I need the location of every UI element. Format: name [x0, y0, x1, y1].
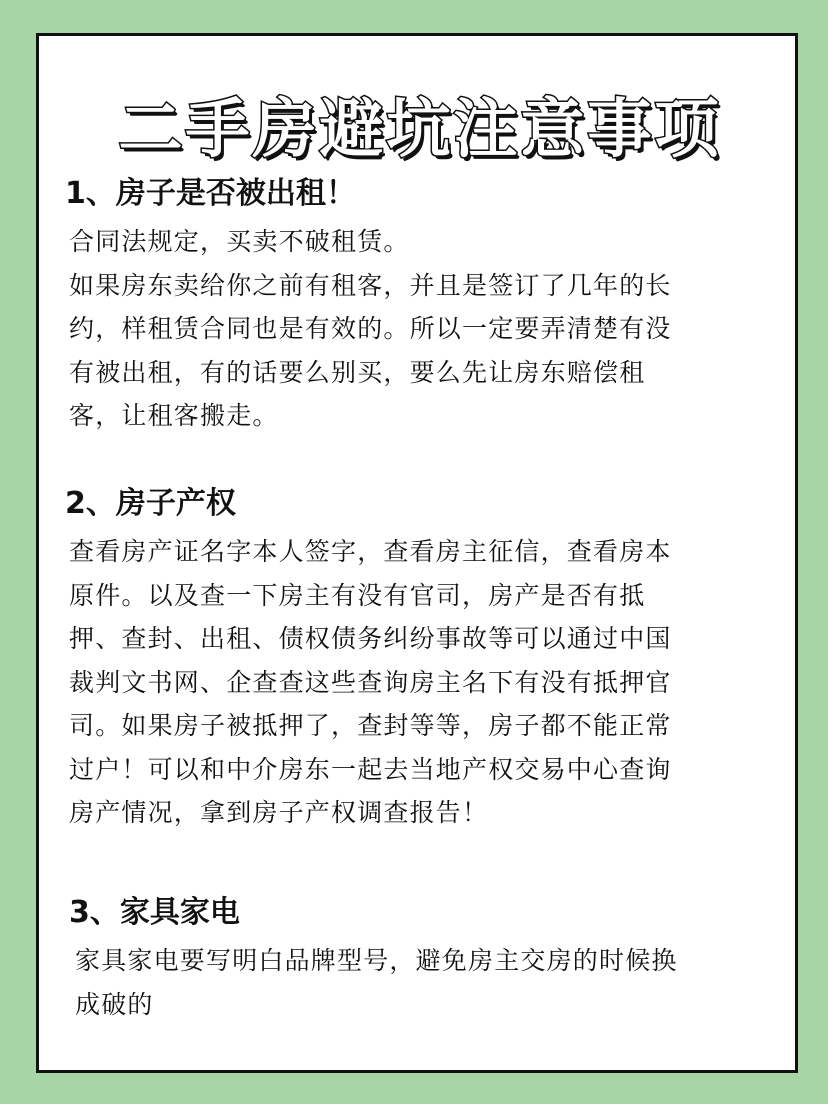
section-body: [69, 220, 785, 438]
body-line: 房产情况，拿到房子产权调查报告！: [69, 798, 489, 827]
section-rental: [65, 174, 785, 438]
body-line: 裁判文书网、企查查这些查询房主名下有没有抵押官: [69, 667, 672, 697]
section-property-rights: [65, 484, 785, 835]
body-line: 押、查封、出租、债权债务纠纷事故等可以通过中国: [69, 624, 672, 653]
body-line: 客，让租客搬走。: [69, 401, 279, 430]
body-line: 查看房产证名字本人签字，查看房主征信，查看房本: [69, 537, 672, 566]
content-card: [36, 33, 798, 1073]
body-line: 司。如果房子被抵押了，查封等等，房子都不能正常: [69, 711, 672, 740]
section-heading: 2、房子产权: [65, 486, 236, 521]
body-line: 如果房东卖给你之前有租客，并且是签订了几年的长: [69, 270, 672, 300]
body-line: 成破的: [75, 989, 154, 1019]
body-line: 原件。以及查一下房主有没有官司，房产是否有抵: [69, 580, 646, 610]
body-line: 有被出租，有的话要么别买，要么先让房东赔偿租: [69, 357, 646, 387]
section-heading: 1、房子是否被出租！: [65, 176, 356, 211]
section-heading: 3、家具家电: [69, 895, 240, 930]
body-line: 家具家电要写明白品牌型号，避免房主交房的时候换: [75, 946, 678, 975]
section-furniture-appliances: [69, 893, 789, 1026]
body-line: 约，样租赁合同也是有效的。所以一定要弄清楚有没: [69, 314, 672, 343]
section-body: [69, 530, 785, 835]
section-body: [75, 939, 789, 1026]
page-title: 二手房避坑注意事项: [118, 93, 722, 167]
body-line: 合同法规定，买卖不破租赁。: [69, 227, 410, 256]
body-line: 过户！可以和中介房东一起去当地产权交易中心查询: [69, 754, 672, 784]
